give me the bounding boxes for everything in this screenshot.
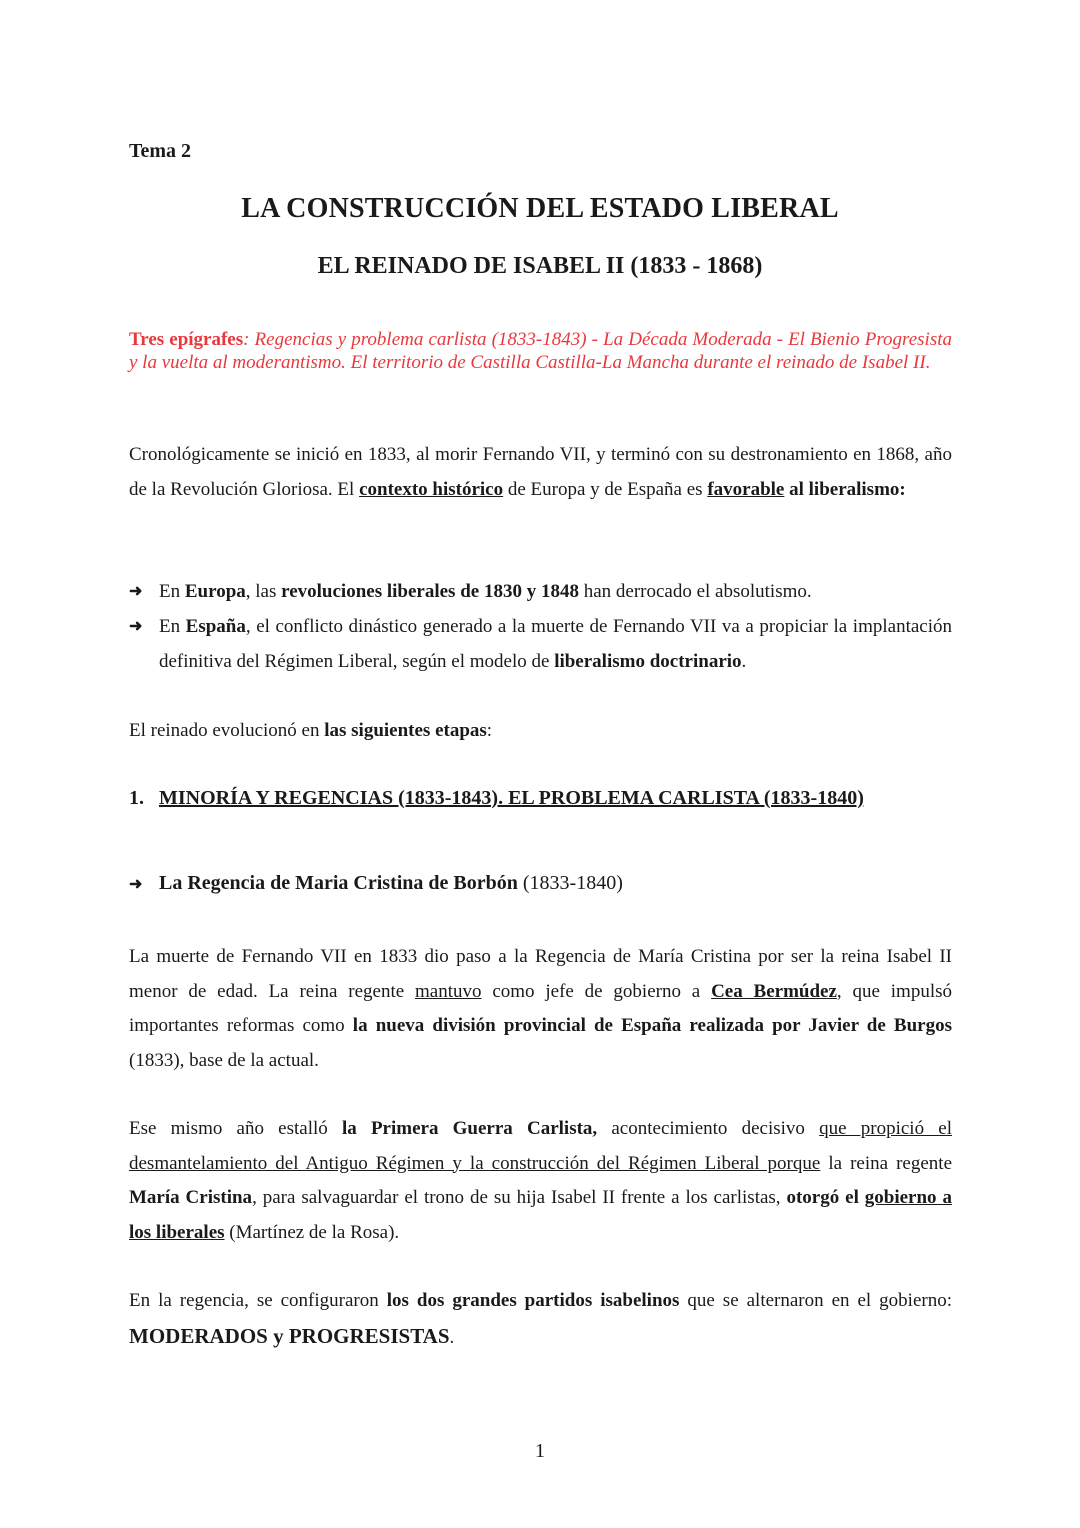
etapas-paragraph: El reinado evolucionó en las siguientes etapas: bbox=[129, 720, 493, 741]
epigrafes-paragraph bbox=[129, 328, 952, 374]
bullet-europa bbox=[129, 575, 952, 610]
section-number: 1. bbox=[129, 787, 144, 809]
epigrafes-label: Tres epígrafes bbox=[129, 329, 244, 350]
parties-names: MODERADOS y PROGRESISTAS bbox=[129, 1323, 450, 1348]
favorable-word: favorable bbox=[707, 478, 785, 500]
arrow-icon: ➜ bbox=[129, 618, 143, 635]
guerra-paragraph: Ese mismo año estalló la Primera Guerra Carlista, acontecimiento decisivo que propició el desmantelamiento del Antiguo Régimen y la construcción del Régimen Liberal porque la reina regente María Cristina, para salvaguardar el trono de su hija Isabel II frente a los carlistas, otorgó el gobierno a los liberales (Martínez de la Rosa). bbox=[129, 1118, 952, 1243]
epigrafes-text: : Regencias y problema carlista (1833-1843) - La Década Moderada - El Bienio Progresista y la vuelta al moderantismo. El territorio de Castilla Castilla-La Mancha durante el reinado de Isabel II. bbox=[129, 329, 952, 373]
intro-text-1: Cronológicamente se inició en 1833, al morir Fernando VII, y terminó con su destronamiento en 1868, año de la Revolución Gloriosa. El bbox=[129, 444, 952, 500]
document-subtitle: EL REINADO DE ISABEL II (1833 - 1868) bbox=[317, 253, 763, 279]
mantuvo-word: mantuvo bbox=[414, 980, 482, 1002]
bullet-espana bbox=[129, 610, 952, 680]
cea-bermudez: Cea Bermúdez bbox=[711, 980, 837, 1002]
section-title: MINORÍA Y REGENCIAS (1833-1843). EL PROBLEMA CARLISTA (1833-1840) bbox=[159, 787, 864, 809]
intro-text-3: al liberalismo: bbox=[784, 478, 906, 500]
contexto-historico: contexto histórico bbox=[359, 478, 504, 500]
regencia-heading-text: La Regencia de Maria Cristina de Borbón (1833-1840) bbox=[159, 872, 623, 894]
arrow-icon: ➜ bbox=[129, 876, 143, 893]
arrow-icon: ➜ bbox=[129, 583, 143, 600]
muerte-paragraph: La muerte de Fernando VII en 1833 dio paso a la Regencia de María Cristina por ser la reina Isabel II menor de edad. La reina regente mantuvo como jefe de gobierno a Cea Bermúdez, que impulsó importantes reformas como la nueva división provincial de España realizada por Javier de Burgos (1833), base de la actual. bbox=[129, 946, 952, 1071]
intro-paragraph bbox=[129, 438, 952, 507]
partidos-paragraph: En la regencia, se configuraron los dos grandes partidos isabelinos que se alternaron en el gobierno: MODERADOS y PROGRESISTAS. bbox=[129, 1290, 952, 1348]
intro-text-2: de Europa y de España es bbox=[503, 478, 708, 500]
document-title: LA CONSTRUCCIÓN DEL ESTADO LIBERAL bbox=[241, 193, 839, 224]
page-number: 1 bbox=[535, 1440, 545, 1462]
tema-label: Tema 2 bbox=[129, 140, 192, 162]
bullet-espana-text: En España, el conflicto dinástico generado a la muerte de Fernando VII va a propiciar la implantación definitiva del Régimen Liberal, según el modelo de liberalismo doctrinario. bbox=[159, 616, 952, 672]
bullet-europa-text: En Europa, las revoluciones liberales de 1830 y 1848 han derrocado el absolutismo. bbox=[159, 581, 812, 602]
